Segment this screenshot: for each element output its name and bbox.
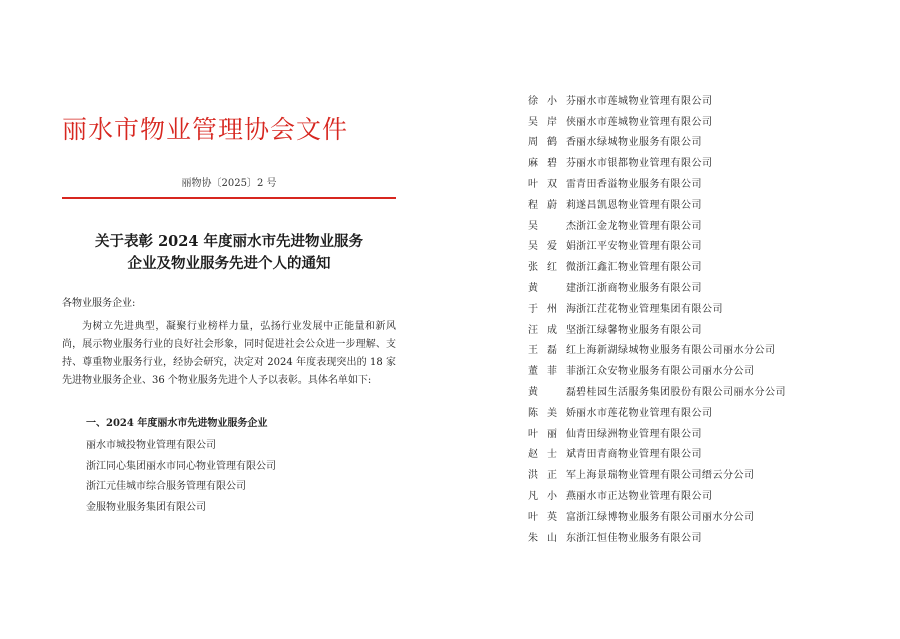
person-organization: 浙江平安物业管理有限公司 bbox=[576, 241, 702, 253]
person-organization: 丽水市莲城物业管理有限公司 bbox=[576, 116, 713, 128]
person-name: 吴杰 bbox=[528, 220, 576, 232]
person-organization: 浙江浙商物业服务有限公司 bbox=[576, 283, 702, 295]
person-organization: 丽水市莲花物业管理有限公司 bbox=[576, 407, 713, 419]
person-name: 董菲菲 bbox=[528, 366, 576, 378]
section-heading-enterprises: 一、2024 年度丽水市先进物业服务企业 bbox=[86, 418, 268, 429]
list-item bbox=[528, 172, 858, 193]
person-name: 洪正军 bbox=[528, 470, 576, 482]
person-name: 吴岸侠 bbox=[528, 116, 576, 128]
person-organization: 丽水市正达物业管理有限公司 bbox=[576, 491, 713, 503]
list-item: 浙江元佳城市综合服务管理有限公司 bbox=[86, 481, 246, 492]
person-organization: 丽水市银都物业管理有限公司 bbox=[576, 158, 713, 170]
person-name: 周鹤香 bbox=[528, 137, 576, 149]
right-page bbox=[528, 89, 858, 547]
person-name: 黄磊 bbox=[528, 387, 576, 399]
person-organization: 浙江绿博物业服务有限公司丽水分公司 bbox=[576, 511, 755, 523]
person-organization: 碧桂园生活服务集团股份有限公司丽水分公司 bbox=[576, 387, 786, 399]
person-name: 凡小燕 bbox=[528, 491, 576, 503]
notice-title-line-2: 企业及物业服务先进个人的通知 bbox=[127, 255, 331, 272]
person-name: 徐小芬 bbox=[528, 95, 576, 107]
left-page bbox=[62, 0, 396, 639]
notice-title bbox=[62, 231, 396, 275]
person-organization: 丽水绿城物业服务有限公司 bbox=[576, 137, 702, 149]
body-paragraph: 为树立先进典型，凝聚行业榜样力量，弘扬行业发展中正能量和新风尚，展示物业服务行业的良好社会形象，同时促进社会公众进一步理解、支持、尊重物业服务行业，经协会研究，决定对 2024 年度表现突出的 18 家先进物业服务企业、36 个物业服务先进个人予以表彰。具体名单如下: bbox=[62, 321, 396, 386]
list-item bbox=[528, 359, 858, 380]
person-name: 王磊红 bbox=[528, 345, 576, 357]
enterprise-list bbox=[86, 436, 276, 518]
person-name: 叶英富 bbox=[528, 511, 576, 523]
list-item bbox=[528, 151, 858, 172]
list-item bbox=[528, 484, 858, 505]
person-name: 叶双雷 bbox=[528, 179, 576, 191]
list-item bbox=[528, 318, 858, 339]
individual-list bbox=[528, 89, 858, 547]
document-number: 丽物协〔2025〕2 号 bbox=[181, 178, 277, 189]
list-item bbox=[528, 443, 858, 464]
list-item bbox=[528, 526, 858, 547]
person-name: 赵士斌 bbox=[528, 449, 576, 461]
person-organization: 上海新湖绿城物业服务有限公司丽水分公司 bbox=[576, 345, 776, 357]
person-name: 于州海 bbox=[528, 303, 576, 315]
list-item bbox=[528, 193, 858, 214]
person-organization: 浙江茳花物业管理集团有限公司 bbox=[576, 303, 723, 315]
list-item bbox=[528, 255, 858, 276]
person-name: 麻碧芬 bbox=[528, 158, 576, 170]
list-item bbox=[528, 339, 858, 360]
list-item bbox=[528, 110, 858, 131]
list-item bbox=[528, 463, 858, 484]
person-organization: 青田香溢物业服务有限公司 bbox=[576, 179, 702, 191]
list-item bbox=[528, 505, 858, 526]
person-name: 陈美娇 bbox=[528, 407, 576, 419]
person-name: 叶丽仙 bbox=[528, 428, 576, 440]
person-name: 吴爱娟 bbox=[528, 241, 576, 253]
list-item bbox=[528, 422, 858, 443]
list-item bbox=[528, 380, 858, 401]
person-organization: 浙江金龙物业管理有限公司 bbox=[576, 220, 702, 232]
person-organization: 浙江绿馨物业服务有限公司 bbox=[576, 324, 702, 336]
person-organization: 浙江鑫汇物业管理有限公司 bbox=[576, 262, 702, 274]
person-name: 张红微 bbox=[528, 262, 576, 274]
person-name: 程蔚莉 bbox=[528, 199, 576, 211]
person-organization: 丽水市莲城物业管理有限公司 bbox=[576, 95, 713, 107]
person-name: 黄建 bbox=[528, 283, 576, 295]
list-item bbox=[528, 89, 858, 110]
person-organization: 青田绿洲物业管理有限公司 bbox=[576, 428, 702, 440]
list-item bbox=[528, 131, 858, 152]
list-item bbox=[528, 235, 858, 256]
person-organization: 上海景瑞物业管理有限公司缙云分公司 bbox=[576, 470, 755, 482]
list-item bbox=[528, 214, 858, 235]
person-name: 朱山东 bbox=[528, 532, 576, 544]
list-item bbox=[528, 276, 858, 297]
person-organization: 浙江恒佳物业服务有限公司 bbox=[576, 532, 702, 544]
person-name: 汪成坚 bbox=[528, 324, 576, 336]
salutation: 各物业服务企业: bbox=[62, 298, 136, 309]
red-divider bbox=[62, 197, 396, 199]
list-item bbox=[528, 401, 858, 422]
person-organization: 浙江众安物业服务有限公司丽水分公司 bbox=[576, 366, 755, 378]
notice-title-line-1: 关于表彰 2024 年度丽水市先进物业服务 bbox=[95, 233, 363, 250]
person-organization: 青田青商物业管理有限公司 bbox=[576, 449, 702, 461]
person-organization: 遂昌凯恩物业管理有限公司 bbox=[576, 199, 702, 211]
list-item: 浙江同心集团丽水市同心物业管理有限公司 bbox=[86, 460, 276, 472]
list-item bbox=[528, 297, 858, 318]
list-item: 丽水市城投物业管理有限公司 bbox=[86, 440, 216, 451]
list-item: 金服物业服务集团有限公司 bbox=[86, 501, 206, 513]
org-document-title: 丽水市物业管理协会文件 bbox=[62, 115, 349, 144]
